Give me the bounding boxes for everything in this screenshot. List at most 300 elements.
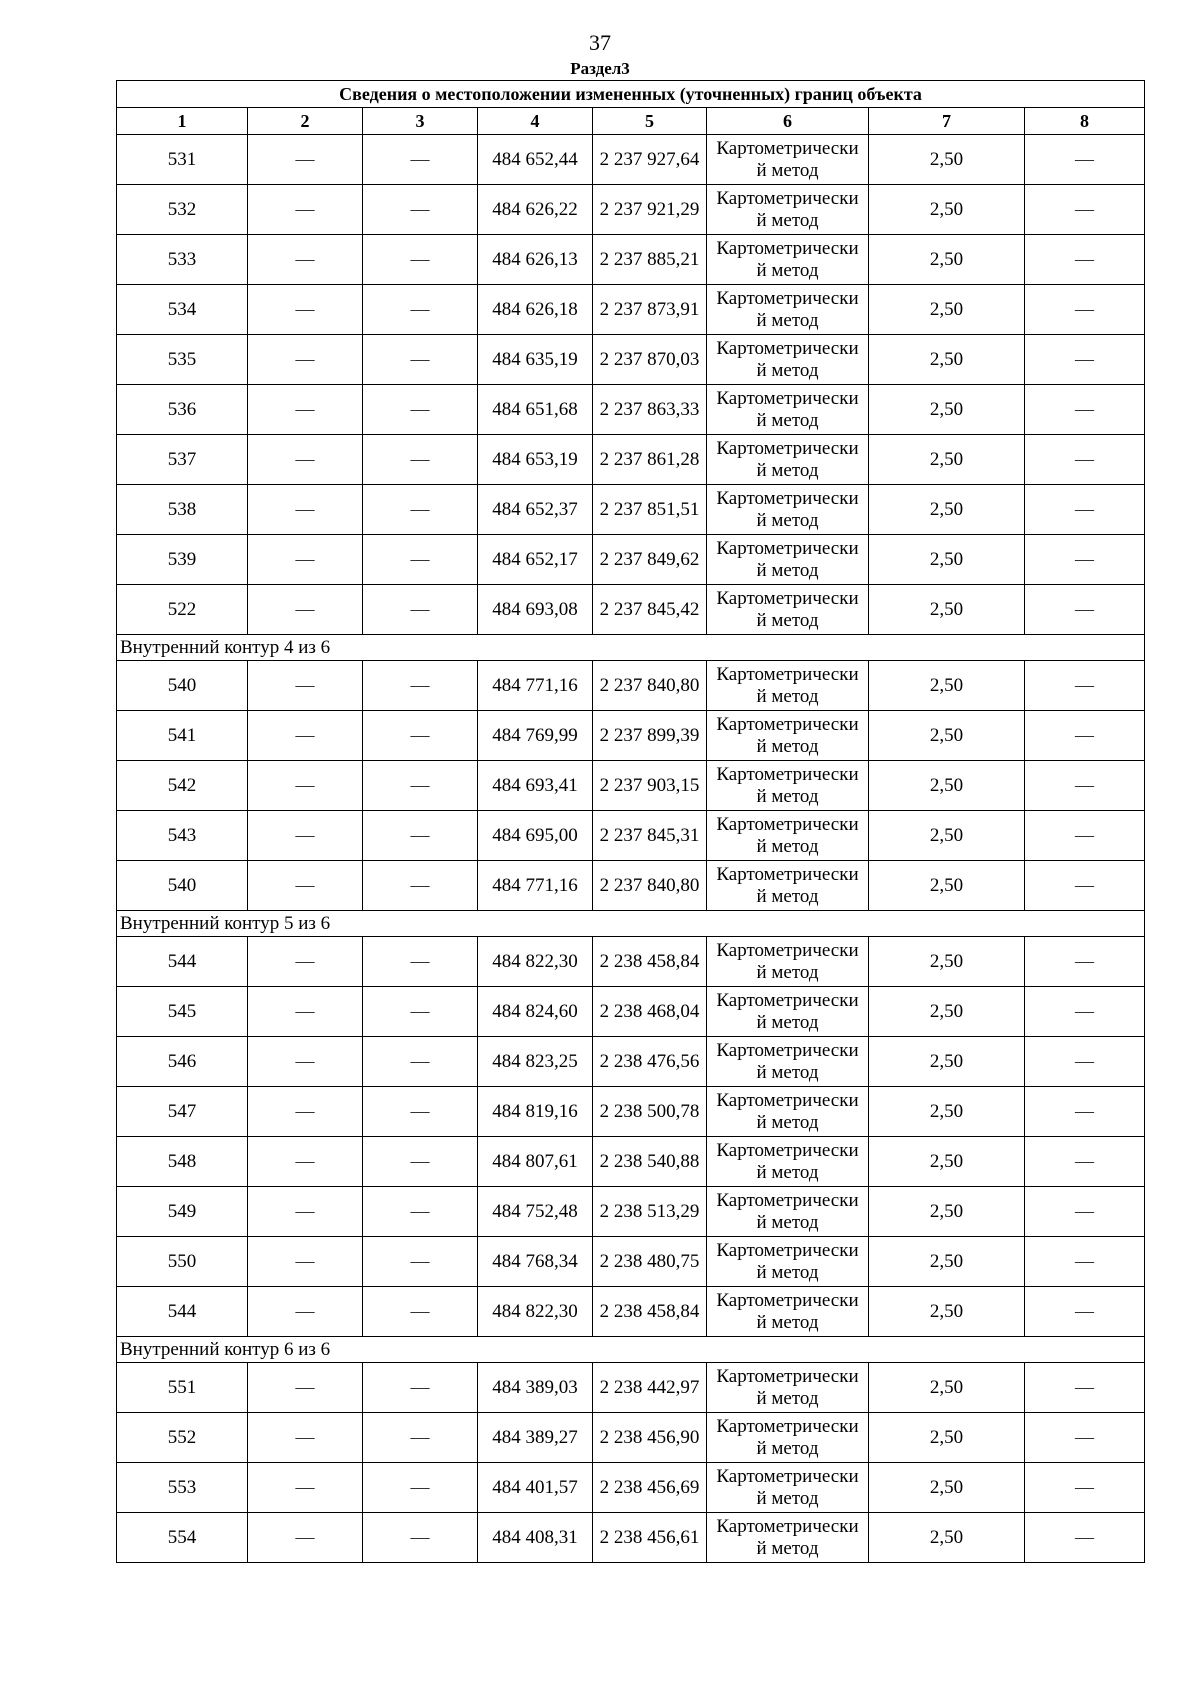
accuracy-cell: 2,50 [869,135,1025,185]
method-line-2: й метод [756,1011,819,1033]
point-number-cell: 549 [117,1187,248,1237]
column-8-cell: — [1025,987,1145,1037]
point-number-cell: 552 [117,1413,248,1463]
column-8-cell: — [1025,711,1145,761]
method-cell [707,1287,869,1337]
column-2-cell: — [248,435,363,485]
column-2-cell: — [248,861,363,911]
column-2-cell: — [248,761,363,811]
method-line-2: й метод [756,785,819,807]
table-row [117,435,1145,485]
method-cell [707,987,869,1037]
point-number-cell: 542 [117,761,248,811]
method-line-1: Картометрически [716,1415,859,1437]
contour-heading: Внутренний контур 4 из 6 [117,635,1145,661]
contour-heading: Внутренний контур 5 из 6 [117,911,1145,937]
accuracy-cell: 2,50 [869,285,1025,335]
x-coordinate-cell: 484 771,16 [478,861,593,911]
method-cell [707,485,869,535]
accuracy-cell: 2,50 [869,761,1025,811]
table-row [117,1363,1145,1413]
column-8-cell: — [1025,585,1145,635]
method-line-1: Картометрически [716,487,859,509]
accuracy-cell: 2,50 [869,1463,1025,1513]
x-coordinate-cell: 484 752,48 [478,1187,593,1237]
column-8-cell: — [1025,661,1145,711]
y-coordinate-cell: 2 237 870,03 [593,335,707,385]
point-number-cell: 551 [117,1363,248,1413]
method-line-2: й метод [756,1211,819,1233]
table-row [117,1287,1145,1337]
column-2-cell: — [248,1037,363,1087]
method-line-2: й метод [756,1311,819,1333]
column-number-6: 6 [707,108,869,135]
x-coordinate-cell: 484 768,34 [478,1237,593,1287]
column-8-cell: — [1025,435,1145,485]
method-line-1: Картометрически [716,763,859,785]
method-cell [707,285,869,335]
column-number-8: 8 [1025,108,1145,135]
accuracy-cell: 2,50 [869,585,1025,635]
point-number-cell: 540 [117,861,248,911]
y-coordinate-cell: 2 238 540,88 [593,1137,707,1187]
table-row [117,1137,1145,1187]
method-cell [707,1087,869,1137]
x-coordinate-cell: 484 389,03 [478,1363,593,1413]
method-line-1: Картометрически [716,237,859,259]
column-8-cell: — [1025,385,1145,435]
point-number-cell: 540 [117,661,248,711]
point-number-cell: 538 [117,485,248,535]
column-3-cell: — [363,535,478,585]
column-2-cell: — [248,1463,363,1513]
method-cell [707,1137,869,1187]
page-number: 37 [589,30,611,55]
point-number-cell: 539 [117,535,248,585]
point-number-cell: 547 [117,1087,248,1137]
column-3-cell: — [363,1037,478,1087]
method-line-2: й метод [756,1437,819,1459]
method-line-1: Картометрически [716,989,859,1011]
accuracy-cell: 2,50 [869,711,1025,761]
column-3-cell: — [363,1187,478,1237]
contour-heading-row [117,911,1145,937]
method-cell [707,1237,869,1287]
x-coordinate-cell: 484 695,00 [478,811,593,861]
method-line-2: й метод [756,309,819,331]
accuracy-cell: 2,50 [869,811,1025,861]
x-coordinate-cell: 484 819,16 [478,1087,593,1137]
y-coordinate-cell: 2 237 903,15 [593,761,707,811]
y-coordinate-cell: 2 238 476,56 [593,1037,707,1087]
accuracy-cell: 2,50 [869,1187,1025,1237]
column-8-cell: — [1025,937,1145,987]
y-coordinate-cell: 2 238 456,69 [593,1463,707,1513]
method-cell [707,585,869,635]
y-coordinate-cell: 2 237 921,29 [593,185,707,235]
column-2-cell: — [248,1287,363,1337]
column-3-cell: — [363,937,478,987]
method-cell [707,435,869,485]
column-2-cell: — [248,1413,363,1463]
table-row [117,385,1145,435]
method-cell [707,761,869,811]
column-2-cell: — [248,235,363,285]
method-line-1: Картометрически [716,1515,859,1537]
table-row [117,937,1145,987]
method-line-2: й метод [756,409,819,431]
method-line-1: Картометрически [716,1289,859,1311]
method-line-1: Картометрически [716,137,859,159]
column-number-5: 5 [593,108,707,135]
x-coordinate-cell: 484 652,44 [478,135,593,185]
method-line-2: й метод [756,559,819,581]
column-8-cell: — [1025,535,1145,585]
method-cell [707,385,869,435]
column-8-cell: — [1025,1037,1145,1087]
method-line-1: Картометрически [716,437,859,459]
y-coordinate-cell: 2 237 861,28 [593,435,707,485]
table-row [117,1237,1145,1287]
method-line-1: Картометрически [716,1239,859,1261]
x-coordinate-cell: 484 635,19 [478,335,593,385]
x-coordinate-cell: 484 626,18 [478,285,593,335]
y-coordinate-cell: 2 237 840,80 [593,861,707,911]
y-coordinate-cell: 2 237 899,39 [593,711,707,761]
column-8-cell: — [1025,1413,1145,1463]
contour-heading-row [117,1337,1145,1363]
column-3-cell: — [363,1237,478,1287]
column-2-cell: — [248,485,363,535]
column-number-7: 7 [869,108,1025,135]
column-2-cell: — [248,711,363,761]
column-8-cell: — [1025,335,1145,385]
column-8-cell: — [1025,811,1145,861]
method-line-1: Картометрически [716,813,859,835]
method-cell [707,1463,869,1513]
y-coordinate-cell: 2 238 458,84 [593,1287,707,1337]
accuracy-cell: 2,50 [869,1237,1025,1287]
accuracy-cell: 2,50 [869,1137,1025,1187]
table-row [117,335,1145,385]
method-line-2: й метод [756,961,819,983]
y-coordinate-cell: 2 238 500,78 [593,1087,707,1137]
accuracy-cell: 2,50 [869,861,1025,911]
method-cell [707,661,869,711]
column-3-cell: — [363,711,478,761]
column-2-cell: — [248,185,363,235]
column-number-2: 2 [248,108,363,135]
point-number-cell: 537 [117,435,248,485]
method-line-1: Картометрически [716,1189,859,1211]
column-3-cell: — [363,1087,478,1137]
column-2-cell: — [248,1187,363,1237]
column-2-cell: — [248,585,363,635]
method-cell [707,1037,869,1087]
point-number-cell: 548 [117,1137,248,1187]
method-line-2: й метод [756,459,819,481]
table-caption: Сведения о местоположении измененных (уточненных) границ объекта [117,81,1145,108]
method-line-1: Картометрически [716,337,859,359]
column-8-cell: — [1025,1137,1145,1187]
contour-heading-row [117,635,1145,661]
accuracy-cell: 2,50 [869,435,1025,485]
boundary-coordinates-table [116,80,1145,1563]
table-body [117,81,1145,1563]
column-number-3: 3 [363,108,478,135]
column-2-cell: — [248,335,363,385]
method-line-2: й метод [756,159,819,181]
x-coordinate-cell: 484 822,30 [478,1287,593,1337]
table-row [117,811,1145,861]
table-row [117,585,1145,635]
method-line-1: Картометрически [716,287,859,309]
y-coordinate-cell: 2 237 927,64 [593,135,707,185]
point-number-cell: 541 [117,711,248,761]
point-number-cell: 553 [117,1463,248,1513]
accuracy-cell: 2,50 [869,1037,1025,1087]
column-3-cell: — [363,761,478,811]
method-cell [707,811,869,861]
y-coordinate-cell: 2 238 468,04 [593,987,707,1037]
table-row [117,761,1145,811]
method-cell [707,1187,869,1237]
method-line-2: й метод [756,1161,819,1183]
method-line-1: Картометрически [716,1365,859,1387]
column-2-cell: — [248,135,363,185]
y-coordinate-cell: 2 238 456,61 [593,1513,707,1563]
y-coordinate-cell: 2 238 480,75 [593,1237,707,1287]
column-3-cell: — [363,285,478,335]
x-coordinate-cell: 484 693,41 [478,761,593,811]
method-line-1: Картометрически [716,939,859,961]
point-number-cell: 522 [117,585,248,635]
table-row [117,185,1145,235]
method-line-1: Картометрически [716,387,859,409]
column-number-row [117,108,1145,135]
column-3-cell: — [363,435,478,485]
column-8-cell: — [1025,285,1145,335]
column-3-cell: — [363,987,478,1037]
accuracy-cell: 2,50 [869,1287,1025,1337]
y-coordinate-cell: 2 237 840,80 [593,661,707,711]
column-number-4: 4 [478,108,593,135]
column-3-cell: — [363,661,478,711]
y-coordinate-cell: 2 237 863,33 [593,385,707,435]
table-row [117,711,1145,761]
accuracy-cell: 2,50 [869,1413,1025,1463]
point-number-cell: 543 [117,811,248,861]
x-coordinate-cell: 484 652,17 [478,535,593,585]
table-row [117,1187,1145,1237]
method-cell [707,1513,869,1563]
method-cell [707,711,869,761]
column-number-1: 1 [117,108,248,135]
column-8-cell: — [1025,1363,1145,1413]
point-number-cell: 544 [117,937,248,987]
column-8-cell: — [1025,135,1145,185]
point-number-cell: 532 [117,185,248,235]
column-8-cell: — [1025,1463,1145,1513]
column-3-cell: — [363,485,478,535]
method-cell [707,937,869,987]
y-coordinate-cell: 2 237 845,42 [593,585,707,635]
column-2-cell: — [248,1087,363,1137]
table-row [117,285,1145,335]
column-8-cell: — [1025,235,1145,285]
point-number-cell: 531 [117,135,248,185]
x-coordinate-cell: 484 626,22 [478,185,593,235]
column-3-cell: — [363,1413,478,1463]
method-line-2: й метод [756,735,819,757]
point-number-cell: 554 [117,1513,248,1563]
column-8-cell: — [1025,1287,1145,1337]
column-2-cell: — [248,385,363,435]
method-line-2: й метод [756,1061,819,1083]
table-row [117,987,1145,1037]
method-line-2: й метод [756,885,819,907]
point-number-cell: 546 [117,1037,248,1087]
x-coordinate-cell: 484 771,16 [478,661,593,711]
method-line-1: Картометрически [716,863,859,885]
column-3-cell: — [363,385,478,435]
column-8-cell: — [1025,1187,1145,1237]
y-coordinate-cell: 2 237 849,62 [593,535,707,585]
method-line-2: й метод [756,209,819,231]
column-2-cell: — [248,811,363,861]
method-line-2: й метод [756,1111,819,1133]
method-cell [707,861,869,911]
contour-heading: Внутренний контур 6 из 6 [117,1337,1145,1363]
point-number-cell: 535 [117,335,248,385]
method-line-1: Картометрически [716,663,859,685]
point-number-cell: 536 [117,385,248,435]
accuracy-cell: 2,50 [869,1363,1025,1413]
point-number-cell: 545 [117,987,248,1037]
x-coordinate-cell: 484 401,57 [478,1463,593,1513]
method-line-1: Картометрически [716,1465,859,1487]
column-8-cell: — [1025,1237,1145,1287]
method-line-1: Картометрически [716,1039,859,1061]
method-line-2: й метод [756,1387,819,1409]
y-coordinate-cell: 2 237 845,31 [593,811,707,861]
column-2-cell: — [248,1237,363,1287]
x-coordinate-cell: 484 651,68 [478,385,593,435]
y-coordinate-cell: 2 237 885,21 [593,235,707,285]
method-line-2: й метод [756,259,819,281]
y-coordinate-cell: 2 238 456,90 [593,1413,707,1463]
x-coordinate-cell: 484 822,30 [478,937,593,987]
accuracy-cell: 2,50 [869,1087,1025,1137]
column-2-cell: — [248,1363,363,1413]
accuracy-cell: 2,50 [869,661,1025,711]
table-row [117,661,1145,711]
section-title: Раздел3 [570,59,630,78]
x-coordinate-cell: 484 652,37 [478,485,593,535]
accuracy-cell: 2,50 [869,235,1025,285]
table-row [117,1463,1145,1513]
column-3-cell: — [363,1363,478,1413]
column-8-cell: — [1025,761,1145,811]
table-row [117,1037,1145,1087]
method-line-1: Картометрически [716,587,859,609]
column-3-cell: — [363,811,478,861]
table-row [117,235,1145,285]
method-cell [707,535,869,585]
column-3-cell: — [363,135,478,185]
x-coordinate-cell: 484 653,19 [478,435,593,485]
method-line-2: й метод [756,359,819,381]
table-row [117,1413,1145,1463]
column-8-cell: — [1025,185,1145,235]
method-cell [707,235,869,285]
y-coordinate-cell: 2 238 442,97 [593,1363,707,1413]
method-line-2: й метод [756,835,819,857]
table-row [117,535,1145,585]
method-line-1: Картометрически [716,187,859,209]
method-line-2: й метод [756,1261,819,1283]
column-8-cell: — [1025,485,1145,535]
x-coordinate-cell: 484 823,25 [478,1037,593,1087]
x-coordinate-cell: 484 408,31 [478,1513,593,1563]
method-cell [707,135,869,185]
column-2-cell: — [248,1513,363,1563]
accuracy-cell: 2,50 [869,335,1025,385]
y-coordinate-cell: 2 238 513,29 [593,1187,707,1237]
x-coordinate-cell: 484 693,08 [478,585,593,635]
accuracy-cell: 2,50 [869,385,1025,435]
column-2-cell: — [248,937,363,987]
column-3-cell: — [363,585,478,635]
column-3-cell: — [363,235,478,285]
column-2-cell: — [248,285,363,335]
column-8-cell: — [1025,1513,1145,1563]
column-2-cell: — [248,987,363,1037]
column-3-cell: — [363,1513,478,1563]
accuracy-cell: 2,50 [869,937,1025,987]
x-coordinate-cell: 484 824,60 [478,987,593,1037]
accuracy-cell: 2,50 [869,535,1025,585]
method-line-2: й метод [756,1487,819,1509]
y-coordinate-cell: 2 238 458,84 [593,937,707,987]
method-line-2: й метод [756,1537,819,1559]
method-line-2: й метод [756,609,819,631]
table-row [117,1087,1145,1137]
column-8-cell: — [1025,861,1145,911]
column-3-cell: — [363,1137,478,1187]
point-number-cell: 533 [117,235,248,285]
column-3-cell: — [363,1287,478,1337]
point-number-cell: 544 [117,1287,248,1337]
method-line-1: Картометрически [716,713,859,735]
method-line-2: й метод [756,685,819,707]
method-line-1: Картометрически [716,537,859,559]
method-cell [707,335,869,385]
column-2-cell: — [248,1137,363,1187]
method-line-1: Картометрически [716,1139,859,1161]
method-cell [707,1363,869,1413]
method-cell [707,185,869,235]
accuracy-cell: 2,50 [869,987,1025,1037]
column-3-cell: — [363,185,478,235]
column-2-cell: — [248,535,363,585]
accuracy-cell: 2,50 [869,1513,1025,1563]
table-row [117,485,1145,535]
method-cell [707,1413,869,1463]
table-row [117,1513,1145,1563]
y-coordinate-cell: 2 237 873,91 [593,285,707,335]
point-number-cell: 550 [117,1237,248,1287]
